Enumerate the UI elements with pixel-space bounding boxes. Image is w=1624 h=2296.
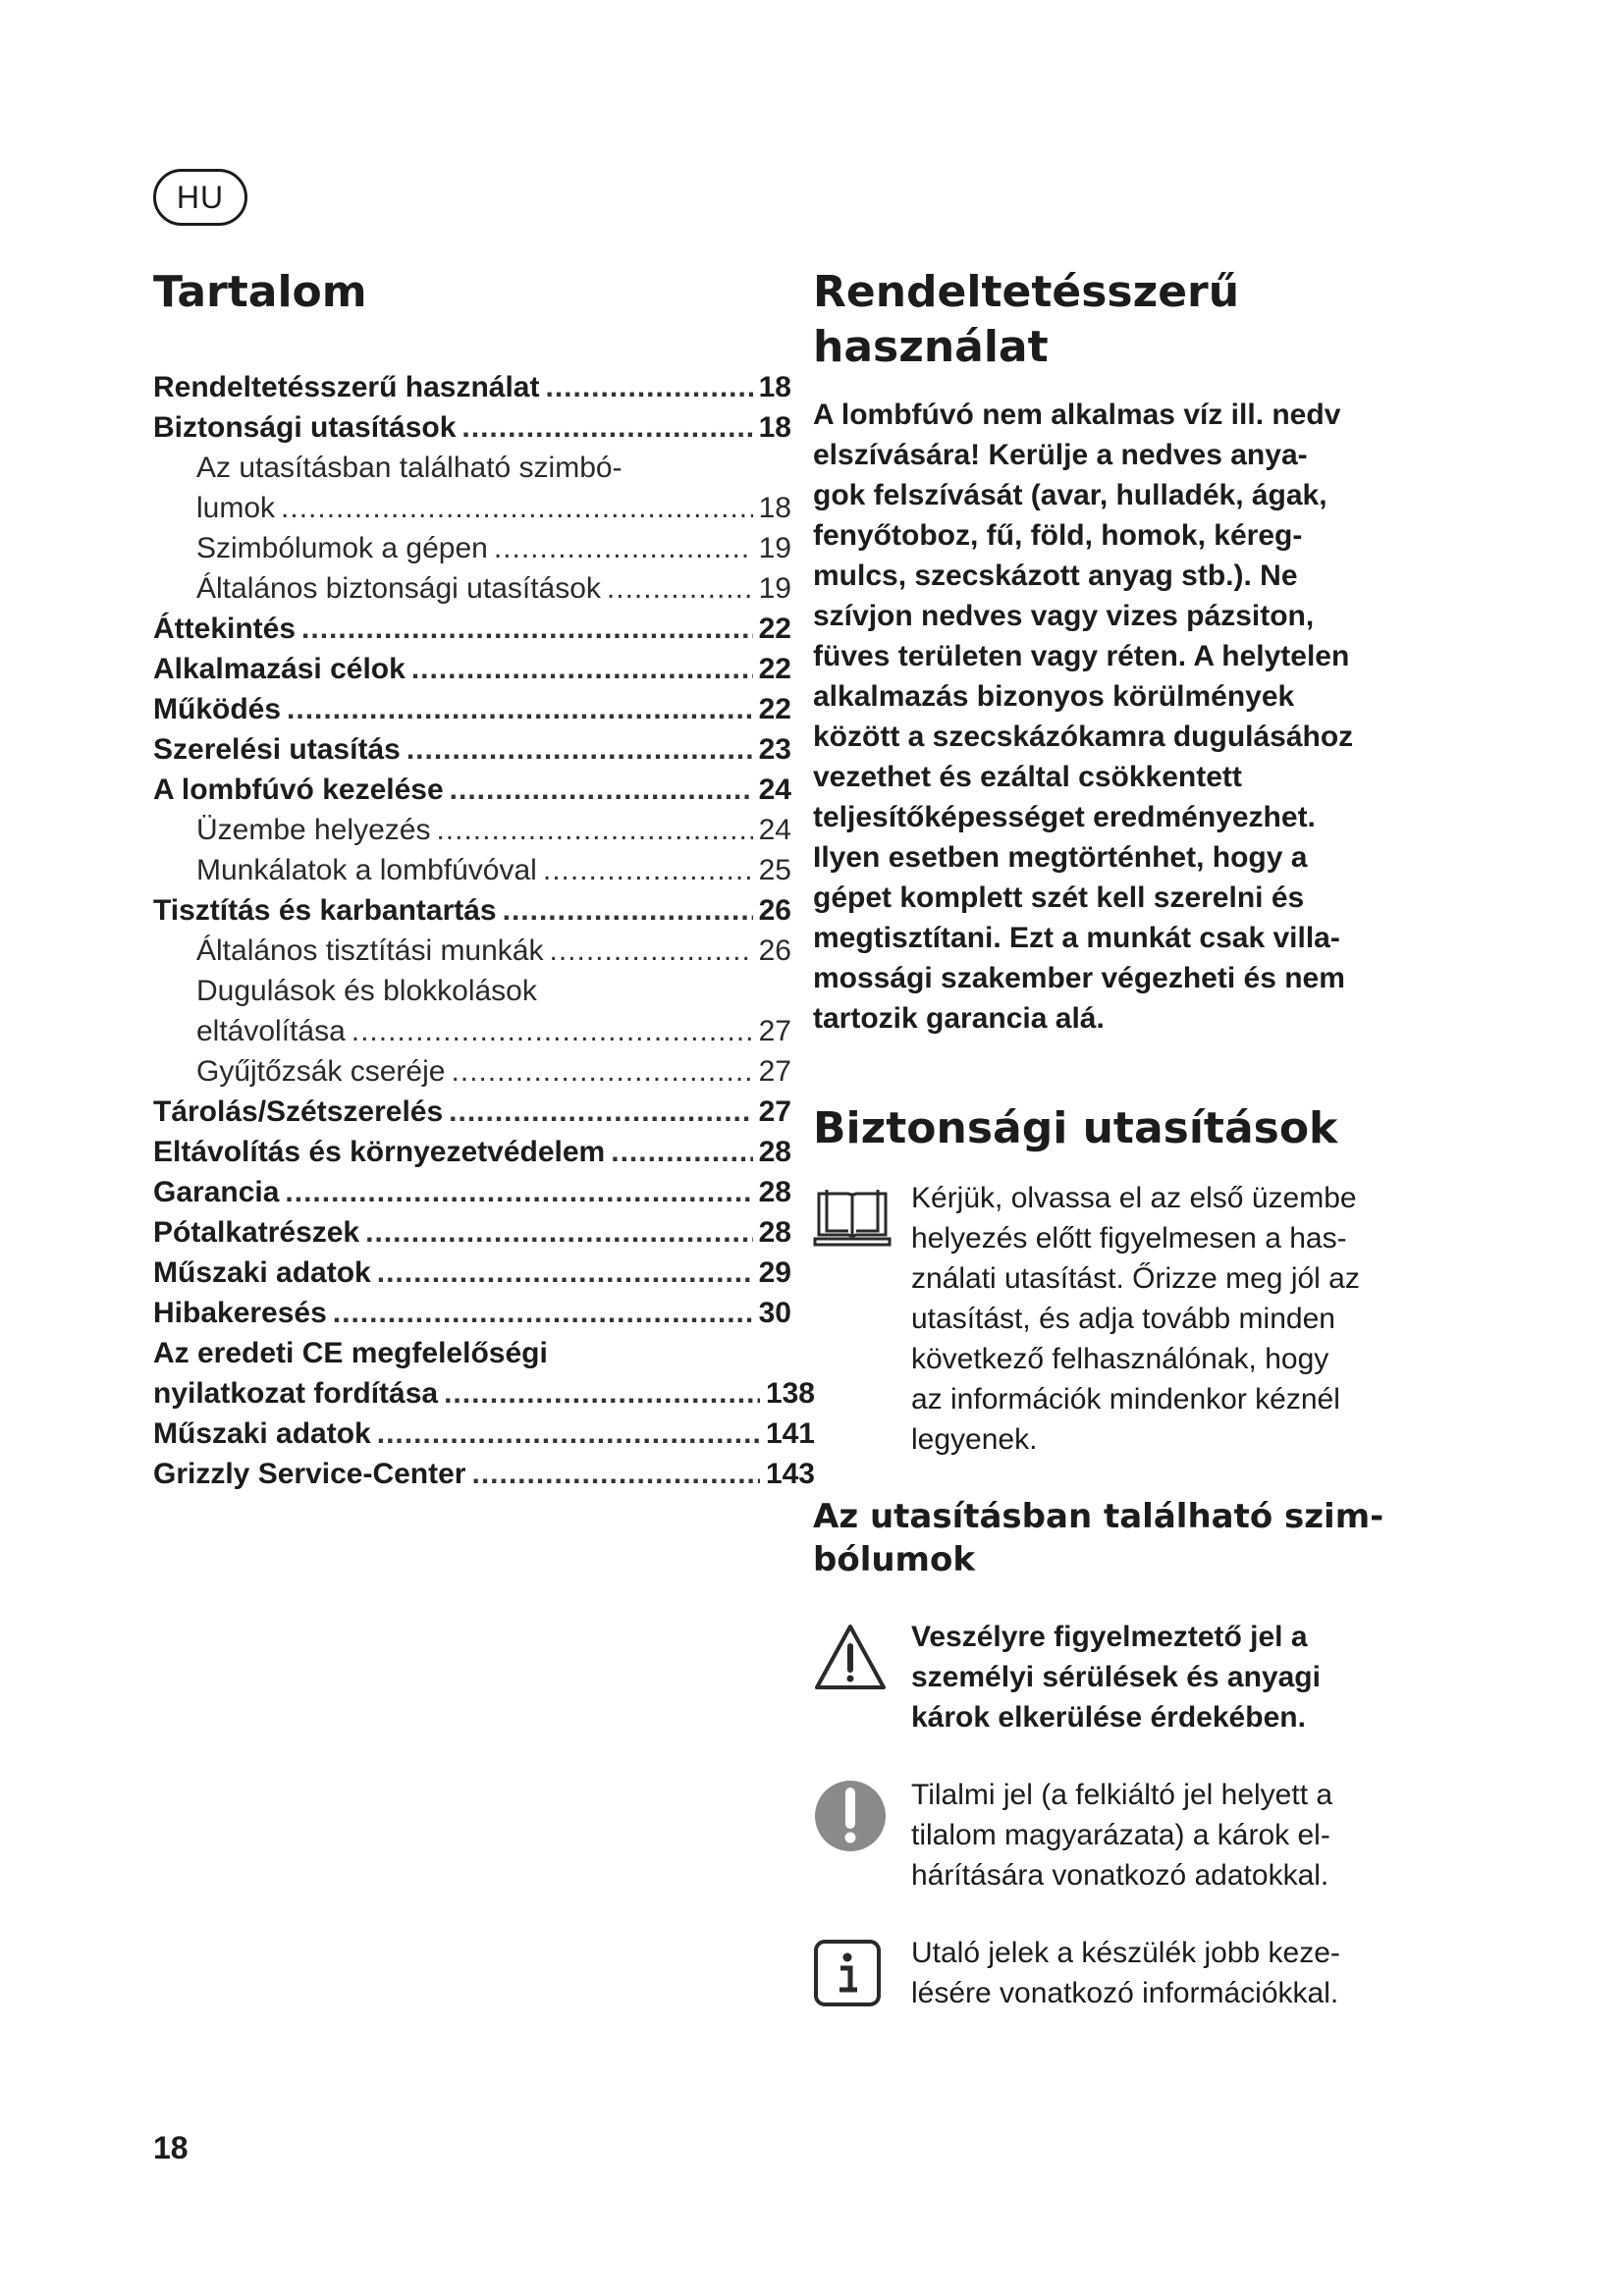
dot-leader [285, 1172, 752, 1212]
intended-use-title-line2: használat [813, 322, 1049, 372]
dot-leader [377, 1414, 760, 1454]
toc-entry [153, 1454, 815, 1494]
toc-entry [153, 850, 791, 890]
intended-use-title-line1: Rendeltetésszerű [813, 267, 1240, 317]
toc-entry [153, 1011, 791, 1051]
toc-entry-page: 143 [765, 1458, 815, 1490]
toc-entry [153, 770, 791, 810]
text-line: tartozik garancia alá. [813, 1002, 1105, 1035]
toc-entry-label: Gyűjtőzsák cseréje [196, 1055, 446, 1088]
text-line: mossági szakember végezheti és nem [813, 962, 1345, 994]
toc-entry-label: Tisztítás és karbantartás [153, 894, 497, 927]
exclamation-circle-icon [813, 1779, 888, 1853]
toc-entry-label: Munkálatok a lombfúvóval [196, 854, 537, 886]
toc-entry-label: lumok [196, 492, 276, 524]
right-column [813, 265, 1432, 2013]
text-line: Veszélyre figyelmeztető jel a [911, 1621, 1308, 1653]
safety-title: Biztonsági utasítások [813, 1103, 1338, 1153]
text-line: füves területen vagy réten. A helytelen [813, 640, 1350, 672]
toc-entry-page: 28 [758, 1216, 791, 1249]
toc-entry-page: 22 [758, 653, 791, 685]
dot-leader [301, 609, 753, 649]
dot-leader [503, 890, 753, 931]
toc-entry-label: A lombfúvó kezelése [153, 774, 444, 806]
dot-leader [607, 568, 753, 609]
toc-entry-label: Grizzly Service-Center [153, 1458, 466, 1490]
open-book-icon [813, 1186, 892, 1249]
toc-entry-label: eltávolítása [196, 1015, 346, 1047]
symbols-title-line1: Az utasításban található szim- [813, 1497, 1384, 1536]
warning-symbol-text [911, 1617, 1432, 1737]
symbols-title-line2: bólumok [813, 1540, 975, 1579]
intended-use-title [813, 265, 1432, 375]
toc-entry-page: 18 [758, 492, 791, 524]
info-icon [813, 1939, 882, 2007]
text-line: tilalom magyarázata) a károk el- [911, 1819, 1330, 1851]
text-line: A lombfúvó nem alkalmas víz ill. nedv [813, 399, 1341, 431]
text-line: helyezés előtt figyelmesen a has- [911, 1222, 1347, 1255]
toc-entry-label: Szimbólumok a gépen [196, 532, 488, 564]
dot-leader [494, 528, 753, 568]
toc-entry [153, 367, 791, 407]
text-line: mulcs, szecskázott anyag stb.). Ne [813, 560, 1298, 592]
toc-entry [153, 1132, 791, 1172]
toc-entry-page: 19 [758, 572, 791, 605]
dot-leader [449, 1092, 752, 1132]
toc-entry-page: 18 [758, 411, 791, 444]
text-line: gépet komplett szét kell szerelni és [813, 881, 1305, 914]
text-line: legyenek. [911, 1423, 1038, 1456]
toc-entry-label: nyilatkozat fordítása [153, 1377, 439, 1410]
toc-entry-label: Műszaki adatok [153, 1256, 371, 1289]
text-line: Ilyen esetben megtörténhet, hogy a [813, 841, 1308, 874]
toc-entry-page: 18 [758, 371, 791, 403]
dot-leader [549, 931, 752, 971]
text-line: Kérjük, olvassa el az első üzembe [911, 1182, 1357, 1214]
toc-entry [153, 528, 791, 568]
toc-entry-page: 30 [758, 1297, 791, 1329]
toc-entry-label: Pótalkatrészek [153, 1216, 360, 1249]
info-symbol-text [911, 1933, 1432, 2013]
dot-leader [281, 488, 753, 528]
dot-leader [352, 1011, 753, 1051]
safety-section [813, 1101, 1432, 2013]
info-symbol-row [813, 1933, 1432, 2013]
prohibition-symbol-text [911, 1775, 1432, 1896]
prohibition-symbol-row [813, 1775, 1432, 1896]
text-line: az információk mindenkor kéznél [911, 1383, 1340, 1415]
toc-entry [153, 1414, 815, 1454]
text-line: vezethet és ezáltal csökkentett [813, 761, 1242, 793]
text-line: gok felszívását (avar, hulladék, ágak, [813, 479, 1327, 511]
dot-leader [461, 407, 752, 448]
toc-entry [153, 689, 791, 729]
toc-entry [153, 649, 791, 689]
toc-entry [153, 890, 791, 931]
toc-title: Tartalom [153, 267, 367, 317]
toc-entry-label: Általános biztonsági utasítások [196, 572, 601, 605]
dot-leader [287, 689, 753, 729]
text-line: utasítást, és adja tovább minden [911, 1303, 1335, 1335]
symbols-title [813, 1495, 1432, 1581]
toc-entry-page: 138 [765, 1377, 815, 1410]
page-number: 18 [153, 2130, 189, 2165]
toc-entry-page: 28 [758, 1176, 791, 1208]
dot-leader [377, 1253, 753, 1293]
toc-entry-page: 26 [758, 894, 791, 927]
toc-entry [153, 810, 791, 850]
toc-entry [153, 488, 791, 528]
toc-entry-label: Biztonsági utasítások [153, 411, 457, 444]
toc-entry [153, 568, 791, 609]
toc-entry [153, 1373, 815, 1414]
toc-entry-page: 28 [758, 1136, 791, 1168]
text-line: szívjon nedves vagy vizes pázsiton, [813, 600, 1315, 632]
dot-leader [611, 1132, 752, 1172]
toc-entry [153, 1051, 791, 1092]
text-line: alkalmazás bizonyos körülmények [813, 680, 1295, 713]
text-line: személyi sérülések és anyagi [911, 1661, 1321, 1693]
toc-entry-page: 27 [758, 1095, 791, 1128]
text-line: károk elkerülése érdekében. [911, 1701, 1306, 1734]
toc-entry [153, 609, 791, 649]
text-line: elszívására! Kerülje a nedves anya- [813, 439, 1308, 471]
toc-entry [153, 407, 791, 448]
toc-entry-label-line: Az utasításban található szimbó- [196, 452, 623, 484]
toc-entry-label-line: Dugulások és blokkolások [196, 975, 537, 1007]
text-line: teljesítőképességet eredményezhet. [813, 801, 1316, 833]
dot-leader [365, 1212, 753, 1253]
toc-entry [153, 729, 791, 770]
toc-list [153, 367, 815, 1494]
toc-entry [153, 1253, 791, 1293]
toc-entry-label: Rendeltetésszerű használat [153, 371, 540, 403]
text-line: következő felhasználónak, hogy [911, 1343, 1329, 1375]
text-line: megtisztítani. Ezt a munkát csak villa- [813, 922, 1340, 954]
table-of-contents [153, 265, 815, 1494]
toc-entry-label: Tárolás/Szétszerelés [153, 1095, 444, 1128]
toc-entry-page: 27 [758, 1055, 791, 1088]
text-line: ználati utasítást. Őrizze meg jól az [911, 1262, 1360, 1295]
toc-entry-page: 24 [758, 774, 791, 806]
read-manual-note [813, 1178, 1432, 1460]
text-line: Tilalmi jel (a felkiáltó jel helyett a [911, 1779, 1333, 1811]
toc-entry-page: 25 [758, 854, 791, 886]
intended-use-text [813, 395, 1432, 1039]
toc-entry-page: 19 [758, 532, 791, 564]
language-badge [153, 169, 247, 226]
toc-entry-page: 24 [758, 814, 791, 846]
dot-leader [411, 649, 753, 689]
read-manual-text [911, 1178, 1432, 1460]
toc-entry-page: 22 [758, 613, 791, 645]
toc-entry [153, 1293, 791, 1333]
dot-leader [451, 1051, 752, 1092]
warning-triangle-icon [813, 1623, 888, 1691]
dot-leader [545, 367, 752, 407]
text-line: fenyőtoboz, fű, föld, homok, kéreg- [813, 519, 1303, 552]
text-line: hárítására vonatkozó adatokkal. [911, 1859, 1329, 1892]
toc-entry-page: 27 [758, 1015, 791, 1047]
toc-entry [153, 1212, 791, 1253]
toc-entry-page: 141 [765, 1417, 815, 1450]
toc-entry [153, 1092, 791, 1132]
warning-symbol-row [813, 1617, 1432, 1737]
toc-entry-label: Műszaki adatok [153, 1417, 371, 1450]
toc-entry [153, 1172, 791, 1212]
dot-leader [444, 1373, 760, 1414]
dot-leader [333, 1293, 753, 1333]
toc-entry-page: 29 [758, 1256, 791, 1289]
dot-leader [450, 770, 753, 810]
toc-entry-page: 22 [758, 693, 791, 725]
toc-entry-label: Alkalmazási célok [153, 653, 406, 685]
toc-entry-label: Általános tisztítási munkák [196, 934, 544, 967]
dot-leader [471, 1454, 759, 1494]
text-line: között a szecskázókamra dugulásához [813, 721, 1354, 753]
dot-leader [436, 810, 752, 850]
toc-entry-label: Üzembe helyezés [196, 814, 431, 846]
toc-entry-label-line: Az eredeti CE megfelelőségi [153, 1337, 548, 1369]
toc-entry-label: Működés [153, 693, 282, 725]
text-line: lésére vonatkozó információkkal. [911, 1977, 1339, 2009]
toc-entry-label: Szerelési utasítás [153, 733, 401, 766]
toc-entry-label: Garancia [153, 1176, 280, 1208]
toc-entry [153, 931, 791, 971]
toc-entry-label: Hibakeresés [153, 1297, 327, 1329]
dot-leader [543, 850, 753, 890]
toc-entry-page: 23 [758, 733, 791, 766]
toc-entry-label: Áttekintés [153, 613, 297, 645]
toc-entry-page: 26 [758, 934, 791, 967]
dot-leader [406, 729, 753, 770]
intended-use-section [813, 265, 1432, 1039]
language-code: HU [176, 179, 225, 215]
text-line: Utaló jelek a készülék jobb keze- [911, 1937, 1340, 1969]
toc-entry-label: Eltávolítás és környezetvédelem [153, 1136, 606, 1168]
